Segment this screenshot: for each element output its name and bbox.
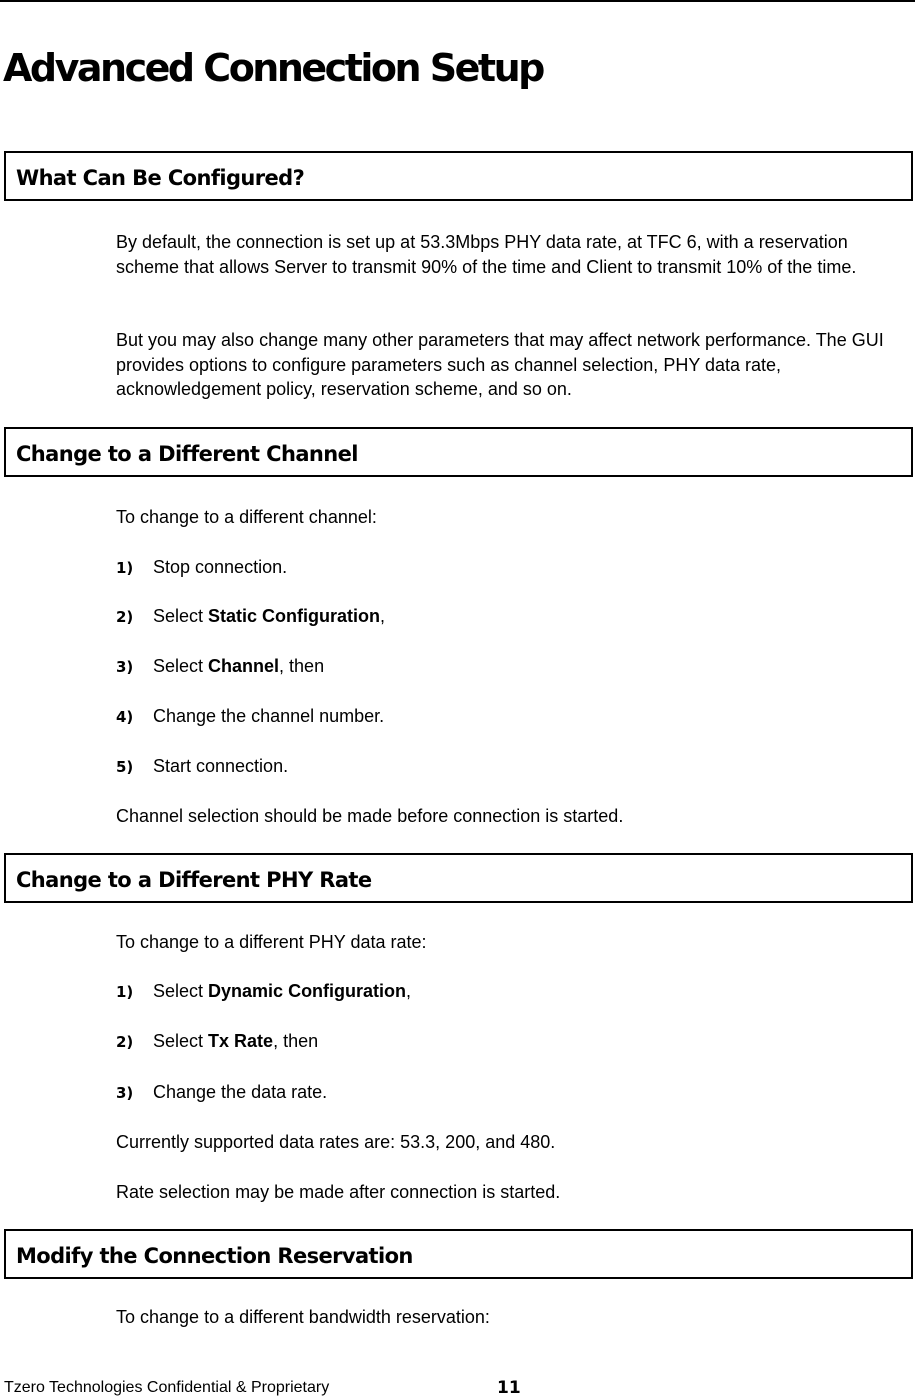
channel-note: Channel selection should be made before connection is started. [116, 806, 624, 826]
phy-step-1 [116, 979, 411, 1004]
step-text: Select [153, 656, 209, 676]
step-number: 3) [116, 658, 134, 676]
step-text: Stop connection. [153, 557, 288, 577]
step-text-tail: , then [273, 1031, 319, 1051]
footer-company: Tzero Technologies Confidential & Proprietary [4, 1379, 330, 1396]
step-number: 3) [116, 1084, 134, 1102]
section-header-modify-reservation [4, 1229, 913, 1279]
step-menu-item: Tx Rate [208, 1031, 274, 1051]
step-menu-item: Channel [208, 656, 280, 676]
step-menu-item: Dynamic Configuration [208, 981, 407, 1001]
step-text: Select [153, 606, 209, 626]
section-header-what-can-be-configured [4, 151, 913, 201]
step-number: 2) [116, 608, 134, 626]
step-number: 2) [116, 1033, 134, 1051]
phy-step-2 [116, 1029, 318, 1054]
channel-step-5 [116, 754, 288, 779]
section-heading: What Can Be Configured? [16, 166, 305, 190]
step-text: Start connection. [153, 756, 289, 776]
step-text: Select [153, 981, 209, 1001]
reservation-intro: To change to a different bandwidth reservation: [116, 1307, 490, 1327]
page-number: 11 [497, 1378, 521, 1398]
step-text: Select [153, 1031, 209, 1051]
channel-step-3 [116, 654, 324, 679]
step-text: Change the data rate. [153, 1082, 328, 1102]
section-heading: Change to a Different Channel [16, 442, 358, 466]
step-number: 1) [116, 559, 134, 577]
channel-step-2 [116, 604, 385, 629]
page-title: Advanced Connection Setup [3, 46, 543, 90]
step-number: 1) [116, 983, 134, 1001]
paragraph-defaults: By default, the connection is set up at 53.3Mbps PHY data rate, at TFC 6, with a reservation scheme that allows Server to transmit 90% of the time and Client to transmit 10% of the time. [116, 232, 857, 277]
section-header-change-phy-rate [4, 853, 913, 903]
phy-step-3 [116, 1080, 327, 1105]
step-number: 4) [116, 708, 134, 726]
channel-step-1 [116, 555, 287, 580]
phy-intro: To change to a different PHY data rate: [116, 932, 427, 952]
section-header-change-channel [4, 427, 913, 477]
step-number: 5) [116, 758, 134, 776]
paragraph-options: But you may also change many other parameters that may affect network performance. The GUI provides options to configure parameters such as channel selection, PHY data rate, acknowledgement policy, reservation scheme, and so on. [116, 330, 884, 399]
step-text: Change the channel number. [153, 706, 385, 726]
step-text-tail: , then [279, 656, 325, 676]
step-text-tail: , [406, 981, 412, 1001]
phy-supported-rates: Currently supported data rates are: 53.3, 200, and 480. [116, 1132, 556, 1152]
top-rule [0, 0, 915, 2]
step-text-tail: , [380, 606, 386, 626]
phy-note: Rate selection may be made after connection is started. [116, 1182, 561, 1202]
section-heading: Modify the Connection Reservation [16, 1244, 413, 1268]
step-menu-item: Static Configuration [208, 606, 381, 626]
section-heading: Change to a Different PHY Rate [16, 868, 372, 892]
channel-intro: To change to a different channel: [116, 507, 377, 527]
channel-step-4 [116, 704, 384, 729]
